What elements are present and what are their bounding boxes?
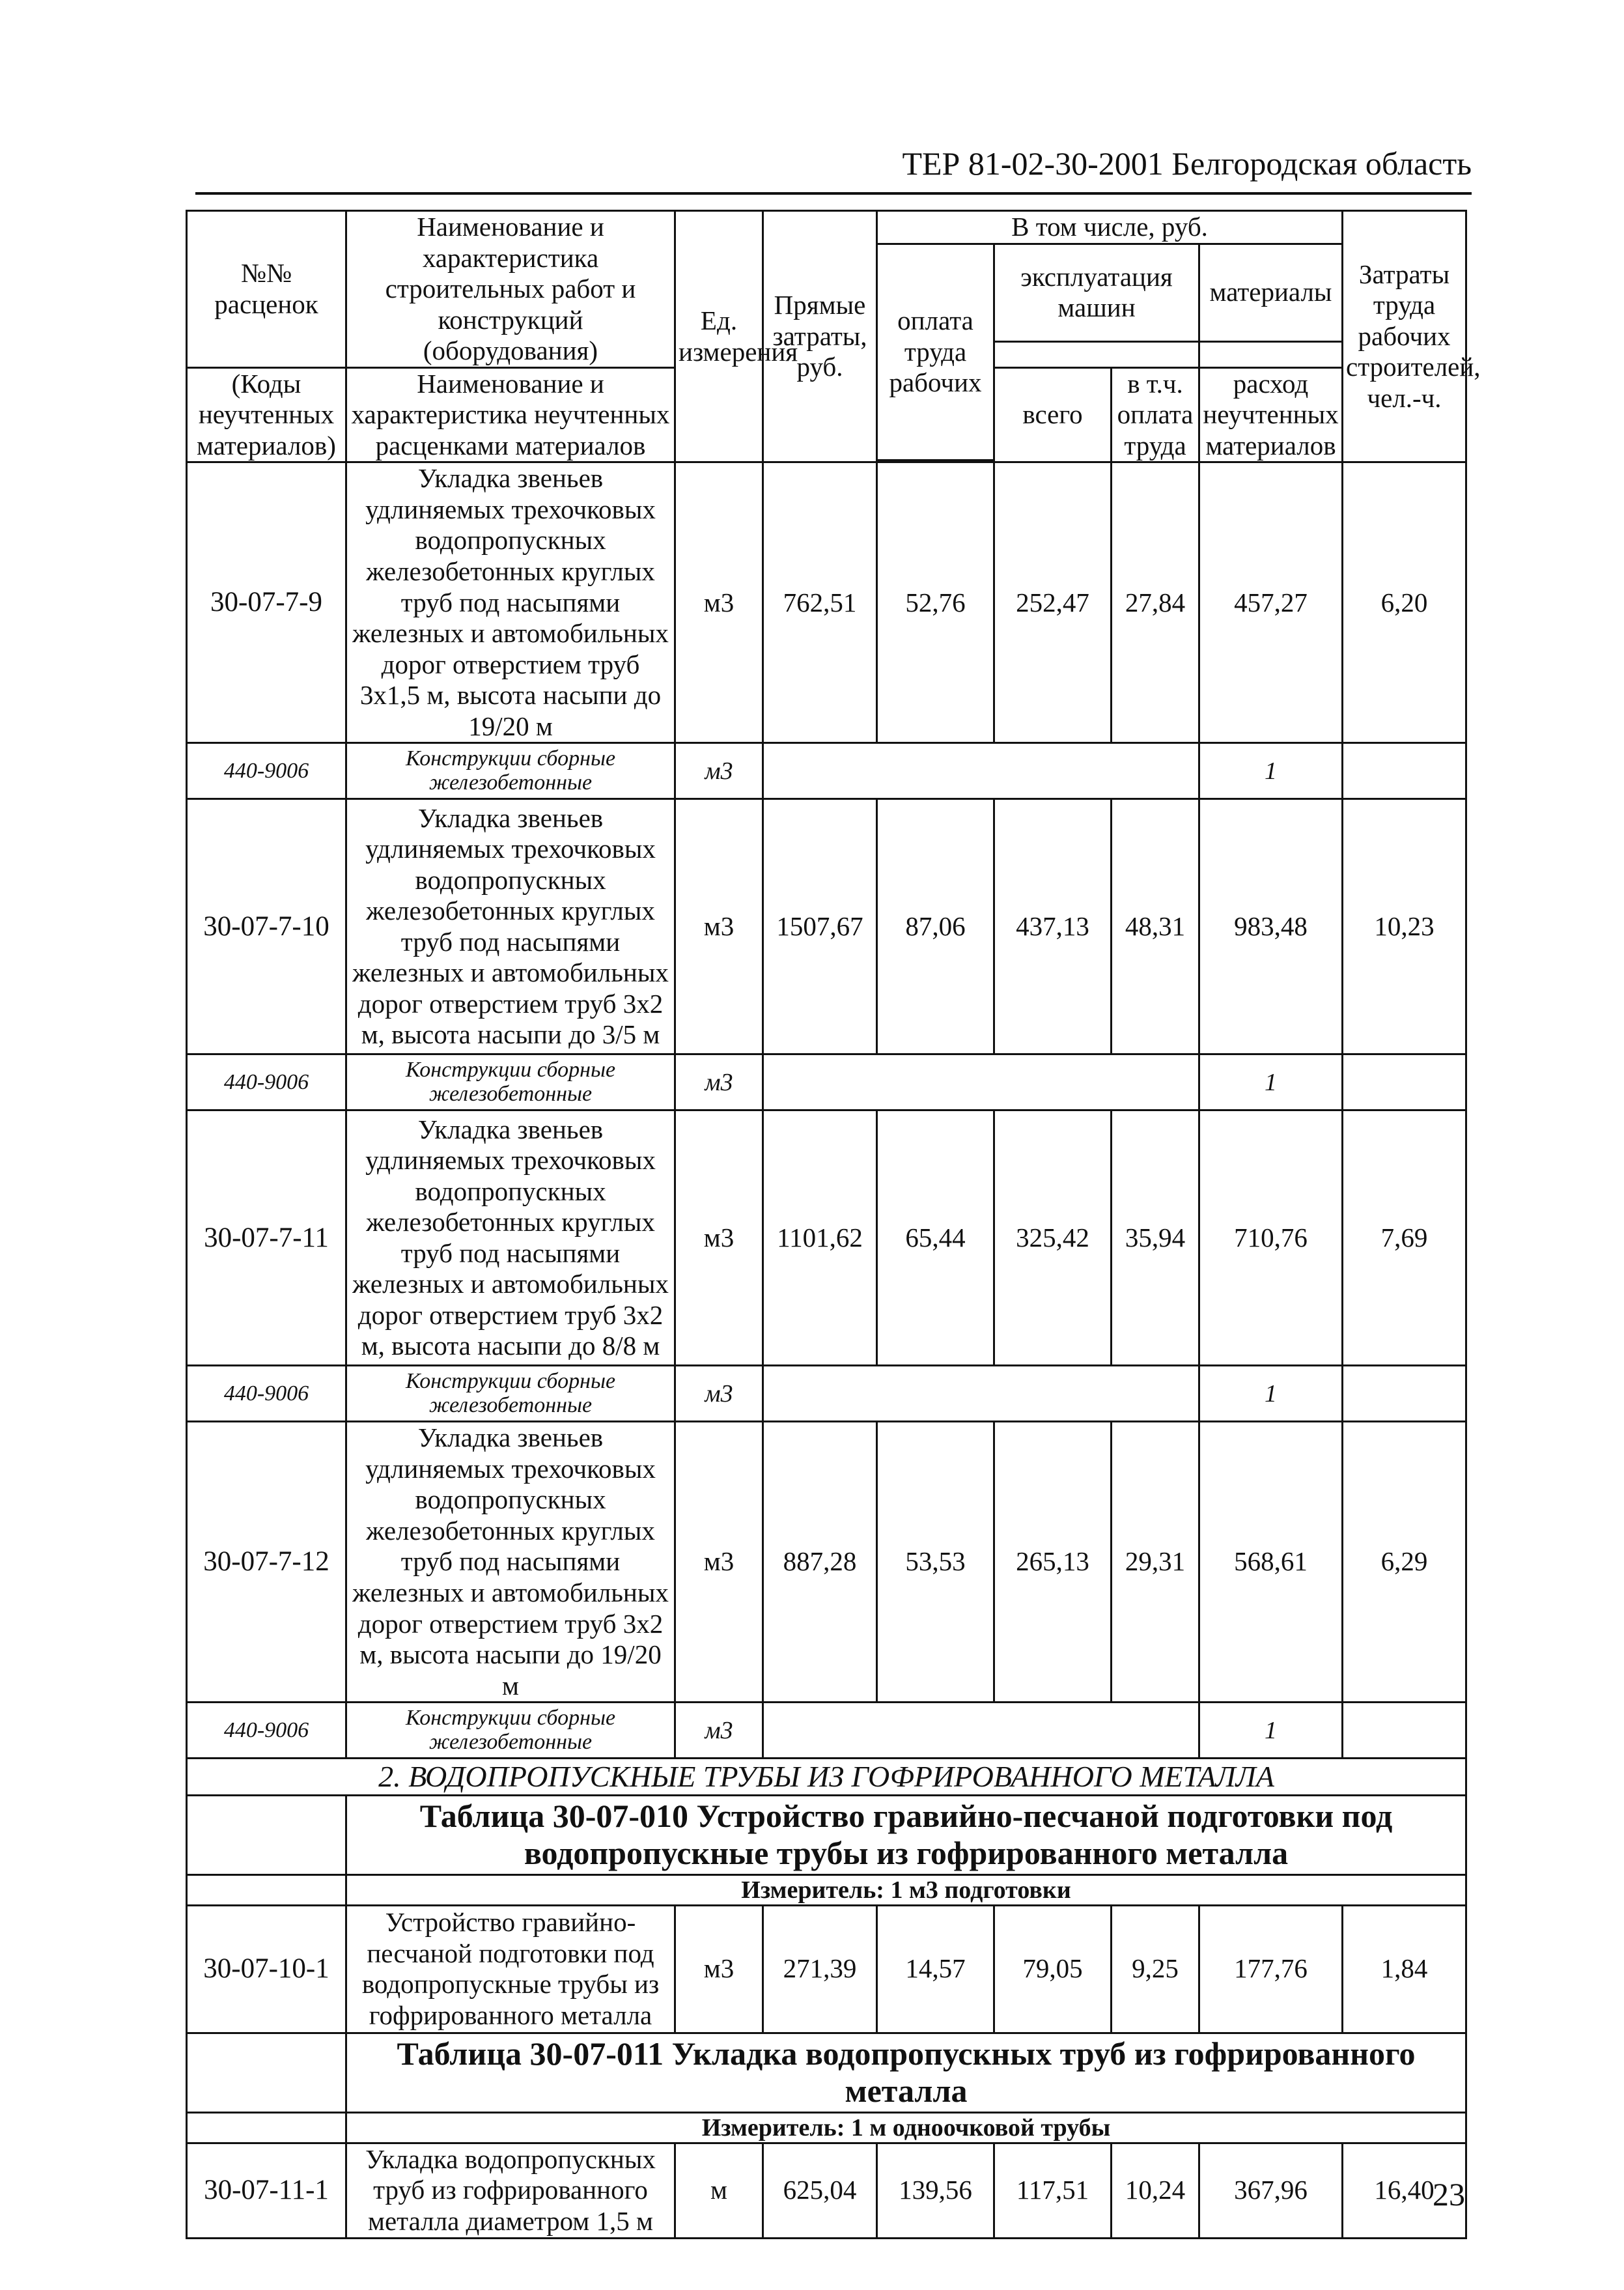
document-header: ТЕР 81-02-30-2001 Белгородская область [902,145,1472,182]
rate-labor: 6,20 [1343,462,1466,743]
rate-labor: 1,84 [1343,1905,1466,2033]
col-machines-header: эксплуатация машин [994,244,1199,341]
material-unit: м3 [675,743,763,799]
rate-labor: 7,69 [1343,1110,1466,1366]
rate-unit: м3 [675,799,763,1054]
table-row [187,462,1466,743]
rate-machines-wages: 10,24 [1112,2143,1199,2238]
rate-machines: 252,47 [994,462,1112,743]
rate-direct: 625,04 [763,2143,877,2238]
rate-materials: 568,61 [1199,1422,1343,1703]
rate-name: Устройство гравийно-песчаной подготовки под водопропускные трубы из гофрированного металла [346,1905,675,2033]
material-labor-blank [1343,1366,1466,1422]
rate-materials: 177,76 [1199,1905,1343,2033]
rate-unit: м3 [675,1110,763,1366]
rate-machines-wages: 48,31 [1112,799,1199,1054]
material-name: Конструкции сборные железобетонные [346,743,675,799]
material-labor-blank [1343,743,1466,799]
material-code: 440-9006 [187,1054,346,1110]
material-blank [763,1366,1199,1422]
rates-table [186,210,1481,2239]
col-unit-header: Ед. измерения [675,211,763,462]
rate-name: Укладка водопропускных труб из гофрированного металла диаметром 1,5 м [346,2143,675,2238]
table-title-spacer [187,2033,346,2112]
header-rule [195,192,1472,195]
material-qty: 1 [1199,1054,1343,1110]
material-labor-blank [1343,1703,1466,1759]
table-title: Таблица 30-07-011 Укладка водопропускных труб из гофрированного металла [346,2033,1466,2112]
rate-materials: 367,96 [1199,2143,1343,2238]
col-name-sub-header: Наименование и характеристика неучтенных расценками материалов [346,367,675,462]
table-measure: Измеритель: 1 м одноочковой трубы [346,2112,1466,2143]
material-name: Конструкции сборные железобетонные [346,1703,675,1759]
table-title-spacer [187,1795,346,1874]
rate-materials: 457,27 [1199,462,1343,743]
rate-labor: 10,23 [1343,799,1466,1054]
col-labor-header: Затраты труда рабочих строителей, чел.-ч. [1343,211,1466,462]
rate-wages: 65,44 [877,1110,994,1366]
col-wages-header: оплата труда рабочих [877,244,994,460]
table-row [187,1422,1466,1703]
col-code-header: №№ расценок [187,211,346,368]
material-qty: 1 [1199,1703,1343,1759]
col-machines-total-header: всего [994,367,1112,462]
rate-name: Укладка звеньев удлиняемых трехочковых водопропускных железобетонных круглых труб под насыпями железных и автомобильных дорог отверстием труб 3х2 м, высота насыпи до 8/8 м [346,1110,675,1366]
rate-labor: 16,40 [1343,2143,1466,2238]
table-row [187,1905,1466,2033]
material-qty: 1 [1199,743,1343,799]
rate-machines-wages: 27,84 [1112,462,1199,743]
rate-materials: 710,76 [1199,1110,1343,1366]
rate-name: Укладка звеньев удлиняемых трехочковых водопропускных железобетонных круглых труб под насыпями железных и автомобильных дорог отверстием труб 3х2 м, высота насыпи до 19/20 м [346,1422,675,1703]
rate-direct: 271,39 [763,1905,877,2033]
material-qty: 1 [1199,1366,1343,1422]
material-row [187,1703,1466,1759]
col-machines-wages-header: в т.ч. оплата труда [1112,367,1199,462]
table-measure: Измеритель: 1 м3 подготовки [346,1874,1466,1905]
material-row [187,743,1466,799]
rate-code: 30-07-7-12 [187,1422,346,1703]
rate-direct: 887,28 [763,1422,877,1703]
rate-direct: 762,51 [763,462,877,743]
rate-unit: м3 [675,1422,763,1703]
material-blank [763,1703,1199,1759]
material-unit: м3 [675,1054,763,1110]
materials-spacer [1199,341,1343,367]
material-unit: м3 [675,1703,763,1759]
table-row [187,2143,1466,2238]
material-name: Конструкции сборные железобетонные [346,1054,675,1110]
material-row [187,1054,1466,1110]
measure-spacer [187,1874,346,1905]
rate-wages: 53,53 [877,1422,994,1703]
rate-code: 30-07-7-9 [187,462,346,743]
material-name: Конструкции сборные железобетонные [346,1366,675,1422]
rate-direct: 1101,62 [763,1110,877,1366]
material-code: 440-9006 [187,1703,346,1759]
material-row [187,1366,1466,1422]
page-number: 23 [1433,2176,1465,2212]
rate-wages: 139,56 [877,2143,994,2238]
material-code: 440-9006 [187,1366,346,1422]
rate-machines-wages: 35,94 [1112,1110,1199,1366]
section-heading: 2. ВОДОПРОПУСКНЫЕ ТРУБЫ ИЗ ГОФРИРОВАННОГО МЕТАЛЛА [187,1759,1466,1795]
rate-code: 30-07-10-1 [187,1905,346,2033]
rate-machines: 325,42 [994,1110,1112,1366]
rate-machines: 117,51 [994,2143,1112,2238]
col-incl-header: В том числе, руб. [877,211,1343,244]
rate-unit: м [675,2143,763,2238]
rate-code: 30-07-11-1 [187,2143,346,2238]
rate-materials: 983,48 [1199,799,1343,1054]
col-materials-header: материалы [1199,244,1343,341]
rate-code: 30-07-7-11 [187,1110,346,1366]
rate-machines: 79,05 [994,1905,1112,2033]
rate-unit: м3 [675,462,763,743]
machines-spacer [994,341,1199,367]
rate-unit: м3 [675,1905,763,2033]
col-name-header: Наименование и характеристика строительных работ и конструкций (оборудования) [346,211,675,368]
rate-wages: 52,76 [877,462,994,743]
material-blank [763,743,1199,799]
table-row [187,799,1466,1054]
rate-machines: 265,13 [994,1422,1112,1703]
rate-code: 30-07-7-10 [187,799,346,1054]
col-materials-sub-header: расход неучтенных материалов [1199,367,1343,462]
measure-spacer [187,2112,346,2143]
material-blank [763,1054,1199,1110]
col-code-sub-header: (Коды неучтенных материалов) [187,367,346,462]
col-direct-header: Прямые затраты, руб. [763,211,877,462]
rate-direct: 1507,67 [763,799,877,1054]
table-title: Таблица 30-07-010 Устройство гравийно-песчаной подготовки под водопропускные трубы из гофрированного металла [346,1795,1466,1874]
material-code: 440-9006 [187,743,346,799]
rate-machines-wages: 9,25 [1112,1905,1199,2033]
rate-name: Укладка звеньев удлиняемых трехочковых водопропускных железобетонных круглых труб под насыпями железных и автомобильных дорог отверстием труб 3х2 м, высота насыпи до 3/5 м [346,799,675,1054]
rate-labor: 6,29 [1343,1422,1466,1703]
material-labor-blank [1343,1054,1466,1110]
rate-machines-wages: 29,31 [1112,1422,1199,1703]
rate-name: Укладка звеньев удлиняемых трехочковых водопропускных железобетонных круглых труб под насыпями железных и автомобильных дорог отверстием труб 3х1,5 м, высота насыпи до 19/20 м [346,462,675,743]
material-unit: м3 [675,1366,763,1422]
rate-wages: 14,57 [877,1905,994,2033]
rate-machines: 437,13 [994,799,1112,1054]
table-row [187,1110,1466,1366]
rate-wages: 87,06 [877,799,994,1054]
